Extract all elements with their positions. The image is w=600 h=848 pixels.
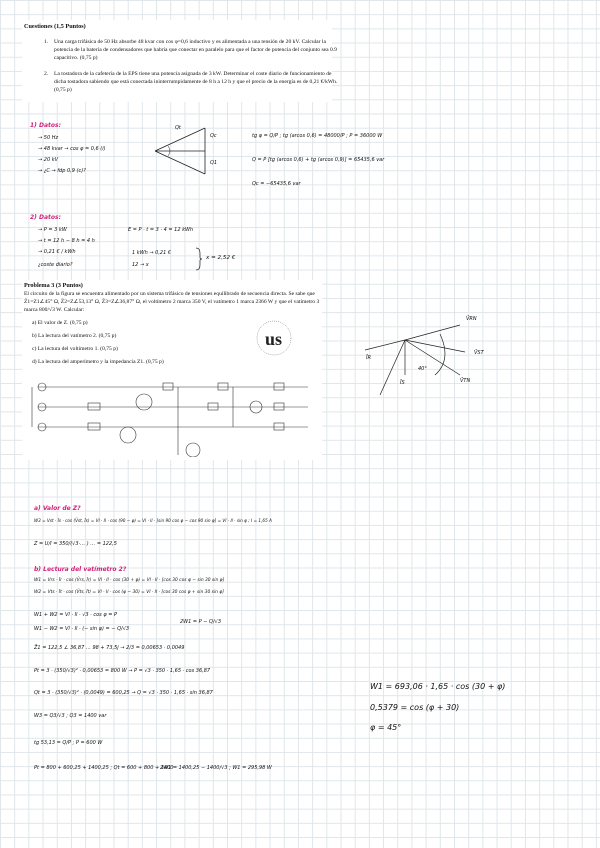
power-triangle-diagram <box>150 118 230 188</box>
problem-3-item-d: d) La lectura del amperímetro y la impedancia Z1. (0,75 p) <box>32 359 164 365</box>
notes3-b-eq6: Z̄1 = 122,5 ∠ 36,87 … 98 + 73,5j → 2/3 = 0,00653 · 0,0049 <box>34 645 185 651</box>
question-2-number: 2. <box>44 71 49 77</box>
notes3-result-3: φ = 45° <box>370 723 402 732</box>
notes1-data-1: → 50 Hz <box>38 135 59 141</box>
phasor-angle: 40° <box>418 366 427 372</box>
notes2-equation-1: E = P · t = 3 · 4 = 12 kWh <box>128 227 194 233</box>
problem-3-heading: Problema 3 (3 Puntos) <box>24 282 83 289</box>
notes3-a-eq2: Z = U/I = 350/(√3·… ) … = 122,5 <box>34 541 117 547</box>
diagram-label-q1: Q1 <box>210 160 218 166</box>
notes1-data-3: → 20 kV <box>38 157 59 163</box>
notes3-b-eq3: W1 + W2 = Vl · Il · √3 · cos φ = P <box>34 612 118 618</box>
phasor-label-vrn: V̄RN <box>466 316 477 322</box>
notes3-b-eq4: W1 − W2 = Vl · Il · (− sin φ) = − Q/√3 <box>34 626 130 632</box>
questions-sheet <box>22 20 338 102</box>
notes3-b-eq7: Pt = 3 · (350/√3)² · 0,00653 = 800 W → P = √3 · 350 · 1,65 · cos 36,87 <box>34 668 211 674</box>
notes2-data-4: ¿coste diario? <box>38 262 73 268</box>
notes3-b-eq5: 2W1 = P − Q/√3 <box>180 619 222 625</box>
notes2-result: x = 2,52 € <box>206 255 236 261</box>
questions-heading: Cuestiones (1,5 Puntos) <box>24 23 86 30</box>
phasor-label-vst: V̄ST <box>474 350 484 356</box>
brace <box>195 247 203 271</box>
notes3-b-eq8: Qt = 3 · (350/√3)² · (0,0049) = 600,25 → Q = √3 · 350 · 1,65 · sin 36,87 <box>34 690 213 696</box>
circuit-diagram <box>28 375 318 457</box>
notes3-b-eq1: W1 = Vrs · Īr · cos (V̄rs, Īr) = Vl · Il · cos (30 + φ) = Vl · Il · [cos 30 cos φ − sin 30 sin φ] <box>34 578 225 583</box>
notes1-equation-1: tg φ = Q/P ; tg (arcos 0,6) = 48000/P ; P = 36000 W <box>252 133 383 139</box>
notes3-b-eq12: 2W1 = 1400,25 − 1400/√3 ; W1 = 295,98 W <box>160 765 272 771</box>
diagram-label-qt: Qt <box>175 125 181 131</box>
phasor-label-vtn: V̄TN <box>460 378 471 384</box>
question-2-text: La tostadora de la cafetería de la EPS tiene una potencia asignada de 3 kW. Determinar el coste diario de funcionamiento de dicha tostadora sabiendo que está conectada ininterrumpidamente de 8 h a 12 h y que el precio de la energía es de 0,21 €/kWh. (0,75 p) <box>54 71 338 93</box>
notes2-data-1: → P = 3 kW <box>38 227 67 233</box>
problem-3-intro: El circuito de la figura se encuentra alimentado por un sistema trifásico de tensiones equilibrado de secuencia directa. Se sabe que Z̄1=Z1∠45° Ω, Z̄2=Z∠53,13° Ω, Z̄3=Z∠36,87° Ω, el voltímetro 2 marca 350 V, el vatímetro 1 marca 2366 W y que el vatímetro 3 marca 800/√3 W. Calcular: <box>24 291 320 313</box>
question-1-text: Una carga trifásica de 50 Hz absorbe 48 kvar con cos φ=0,6 inductivo y es alimentada a una tensión de 20 kV. Calcular la potencia de la batería de condensadores que habría que conectar en paralelo para que el factor de potencia del conjunto sea 0.9 capacitivo. (0,75 p) <box>54 39 337 61</box>
phasor-label-ir: ĪR <box>366 355 371 361</box>
problem-3-item-a: a) El valor de Z. (0,75 p) <box>32 320 88 326</box>
phasor-label-is: ĪS <box>400 380 405 386</box>
problem-3-item-b: b) La lectura del vatímetro 2. (0,75 p) <box>32 333 117 339</box>
problem-3-sheet <box>22 280 322 460</box>
notes1-equation-3: Qc = −65435,6 var <box>252 181 301 187</box>
notes2-data-2: → t = 12 h − 8 h = 4 h <box>38 238 95 244</box>
notes2-equation-2a: 1 kWh → 0,21 € <box>132 250 172 256</box>
notes3-b-label: b) Lectura del vatímetro 2? <box>34 566 127 573</box>
notes2-equation-2b: 12 → x <box>132 262 149 268</box>
notes1-data-4: → ¿C → fdp 0,9 (c)? <box>38 168 86 174</box>
notes1-equation-2: Q = P [tg (arcos 0,6) + tg (arcos 0,9)] = 65435,6 var <box>252 157 385 163</box>
notes3-b-eq9: W3 = Q3/√3 ; Q3 = 1400 var <box>34 713 107 719</box>
notes2-label: 2) Datos: <box>30 214 61 221</box>
diagram-label-qc: Qc <box>210 133 217 139</box>
notes2-data-3: → 0,21 € / kWh <box>38 249 76 255</box>
notes3-a-label: a) Valor de Z? <box>34 505 81 512</box>
notes3-a-eq1: W3 = Vst · Īs · cos (V̄st, Īs) = Vl · Il · cos (90 − φ) = Vl · Il · [sin 90 cos φ − cos 90 sin φ] = Vl · Il · sin φ ; I = 1,65 A <box>34 518 272 523</box>
question-1-number: 1. <box>44 39 49 45</box>
notes3-result-1: W1 = 693,06 · 1,65 · cos (30 + φ) <box>370 682 506 691</box>
problem-3-item-c: c) La lectura del voltímetro 1. (0,75 p) <box>32 346 118 352</box>
question-2 <box>44 70 344 94</box>
notes3-b-eq10: tg 53,13 = Q/P ; P = 600 W <box>34 740 103 746</box>
notes3-b-eq2: W2 = Vts · Īt · cos (V̄ts, Īt) = Vl · Il · cos (φ − 30) = Vl · Il · [cos 30 cos φ + sin 30 sin φ] <box>34 590 224 595</box>
notes1-data-2: → 48 kvar → cos φ = 0,6 (i) <box>38 146 106 152</box>
university-logo <box>254 318 294 358</box>
question-1 <box>44 38 344 62</box>
notes1-label: 1) Datos: <box>30 122 61 129</box>
phasor-diagram <box>360 320 490 400</box>
svg-text:us: us <box>265 329 283 349</box>
notes3-b-eq11: Pt = 800 + 600,25 + 1400,25 ; Qt = 600 + 800 + 1400 <box>34 765 174 771</box>
notes3-result-2: 0,5379 = cos (φ + 30) <box>370 703 460 712</box>
